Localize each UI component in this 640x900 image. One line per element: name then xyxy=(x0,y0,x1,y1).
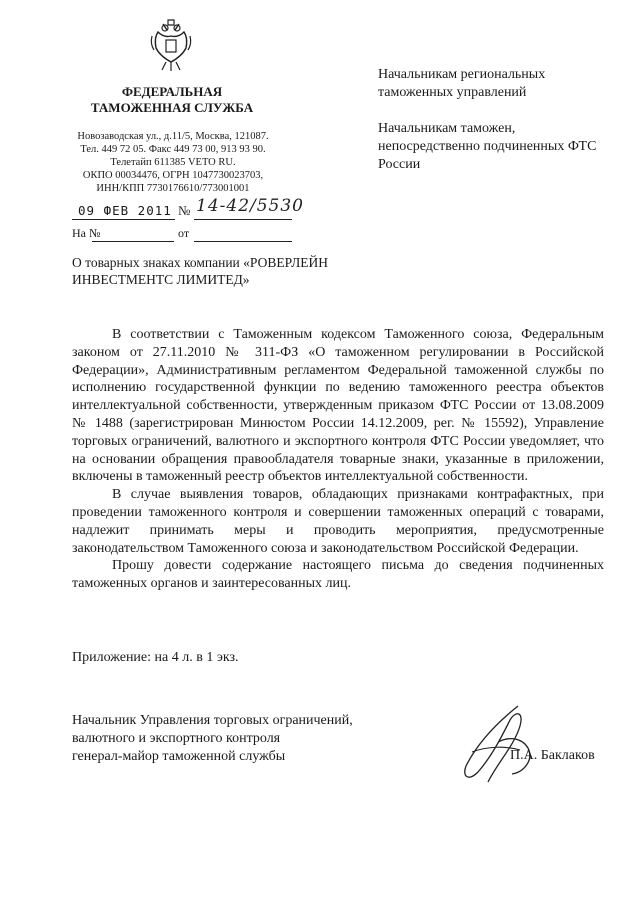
reply-to-number-label: На № xyxy=(72,226,101,240)
reply-to-date-line xyxy=(194,241,292,242)
org-name-line1: ФЕДЕРАЛЬНАЯ xyxy=(121,84,223,99)
contacts-address: Новозаводская ул., д.11/5, Москва, 121087. xyxy=(77,131,269,142)
body-paragraph: Прошу довести содержание настоящего письма до сведения подчиненных таможенных органов и заинтересованных лиц. xyxy=(72,558,604,592)
org-contacts xyxy=(60,130,286,195)
body-paragraph: В случае выявления товаров, обладающих признаками контрафактных, при проведении таможенного контроля и совершении таможенных операций с товарами, надлежит принимать меры и проводить мероприятия, предусмотренные законодательством Таможенного союза и законодательством Российской Федерации. xyxy=(72,487,604,556)
recipient-customs: Начальникам таможен, непосредственно подчиненных ФТС России xyxy=(378,121,597,172)
number-sign: № xyxy=(178,203,191,218)
recipients xyxy=(378,66,618,192)
signatory-title-line: Начальник Управления торговых ограничений, xyxy=(72,713,353,728)
registration-date: 09 ФЕВ 2011 xyxy=(78,203,172,218)
contacts-phone: Тел. 449 72 05. Факс 449 73 00, 913 93 90. xyxy=(80,144,266,155)
date-underline xyxy=(72,219,175,220)
recipient-regional: Начальникам региональных таможенных управлений xyxy=(378,67,546,100)
reply-to-date-label: от xyxy=(178,226,190,240)
signatory-title-line: валютного и экспортного контроля xyxy=(72,731,281,746)
number-underline xyxy=(194,219,292,220)
attachment-note: Приложение: на 4 л. в 1 экз. xyxy=(72,650,239,665)
contacts-teletype: Телетайп 611385 VETO RU. xyxy=(110,157,236,168)
contacts-inn: ИНН/КПП 7730176610/773001001 xyxy=(96,183,250,194)
signatory-title-line: генерал-майор таможенной службы xyxy=(72,749,286,764)
contacts-okpo: ОКПО 00034476, ОГРН 1047730023703, xyxy=(82,170,264,181)
reply-to-number-line xyxy=(92,241,174,242)
emblem-icon xyxy=(148,18,194,72)
signer-name: П.А. Баклаков xyxy=(510,748,595,763)
org-name-line2: ТАМОЖЕННАЯ СЛУЖБА xyxy=(90,100,254,115)
letter-subject: О товарных знаках компании «РОВЕРЛЕЙН ИНВЕСТМЕНТС ЛИМИТЕД» xyxy=(72,255,328,287)
body-paragraph: В соответствии с Таможенным кодексом Таможенного союза, Федеральным законом от 27.11.2010 № 311-ФЗ «О таможенном регулировании в Российской Федерации», Административным регламентом Федеральной таможенной службы по исполнению государственной функции по ведению таможенного реестра объектов интеллектуальной собственности, утвержденным приказом ФТС России от 13.08.2009 № 1488 (зарегистрирован Минюстом России 14.12.2009, рег. № 15592), Управление торговых ограничений, валютного и экспортного контроля ФТС России уведомляет, что на основании обращения правообладателя товарные знаки, указанные в приложении, включены в таможенный реестр объектов интеллектуальной собственности. xyxy=(72,327,604,485)
letter-body xyxy=(72,326,604,593)
signatory-title xyxy=(72,712,392,766)
registration-number: 14-42/5530 xyxy=(196,196,304,216)
